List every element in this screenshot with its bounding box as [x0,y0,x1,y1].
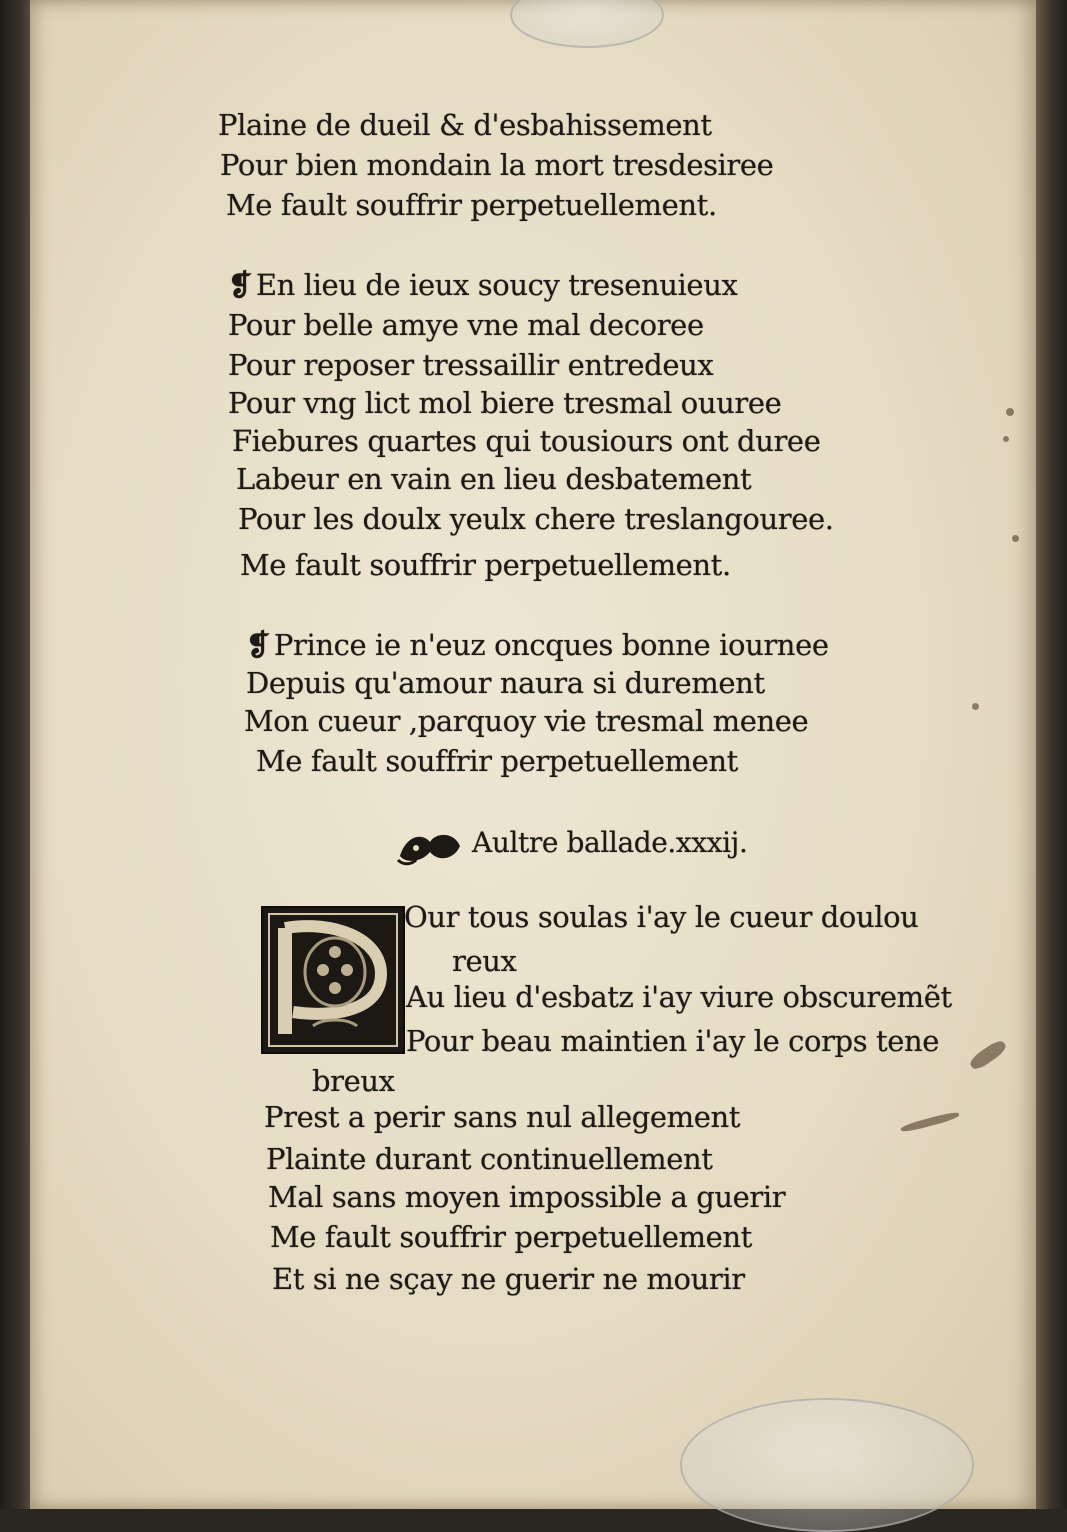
verse-line: Me fault souffrir perpetuellement [270,1220,752,1254]
verse-line: Fiebures quartes qui tousiours ont duree [232,424,821,458]
verse-line: Mal sans moyen impossible a guerir [268,1180,786,1214]
verse-line: breux [312,1064,395,1098]
verse-line: Me fault souffrir perpetuellement. [240,548,731,582]
verse-line: Plainte durant continuellement [266,1142,713,1176]
decorated-initial-icon [263,908,403,1052]
verse-line: Me fault souffrir perpetuellement. [226,188,717,222]
verse-line: Our tous soulas i'ay le cueur doulou [404,900,919,934]
verse-line-text: Prince ie n'euz oncques bonne iournee [273,628,829,662]
decorated-initial [261,906,405,1054]
verse-line: reux [452,944,517,978]
verse-line: Me fault souffrir perpetuellement [256,744,738,778]
verse-line: Prest a perir sans nul allegement [264,1100,741,1134]
verse-line: Mon cueur ,parquoy vie tresmal menee [244,704,809,738]
verse-line: Pour vng lict mol biere tresmal ouuree [228,386,782,420]
verse-line: Pour belle amye vne mal decoree [228,308,704,342]
pilcrow-icon: ❡ [228,268,252,302]
verse-line: Pour les doulx yeulx chere treslangouree. [238,502,834,536]
verse-line: Pour beau maintien i'ay le corps tene [406,1024,940,1058]
verse-line: Pour reposer tressaillir entredeux [228,348,714,382]
verse-line-text: En lieu de ieux soucy tresenuieux [255,268,738,302]
fleuron-ornament-icon [396,826,464,866]
verse-line: Au lieu d'esbatz i'ay viure obscuremẽt [406,980,952,1014]
verse-line: Pour bien mondain la mort tresdesiree [220,148,774,182]
verse-line-with-pilcrow [246,628,829,662]
verse-line: Labeur en vain en lieu desbatement [236,462,752,496]
verse-line: Et si ne sçay ne guerir ne mourir [272,1262,745,1296]
verse-line: Depuis qu'amour naura si durement [246,666,765,700]
pilcrow-icon: ❡ [246,628,270,662]
verse-line-with-pilcrow [228,268,737,302]
verse-line: Plaine de dueil & d'esbahissement [218,108,712,142]
ballade-heading: Aultre ballade.xxxij. [472,826,748,859]
